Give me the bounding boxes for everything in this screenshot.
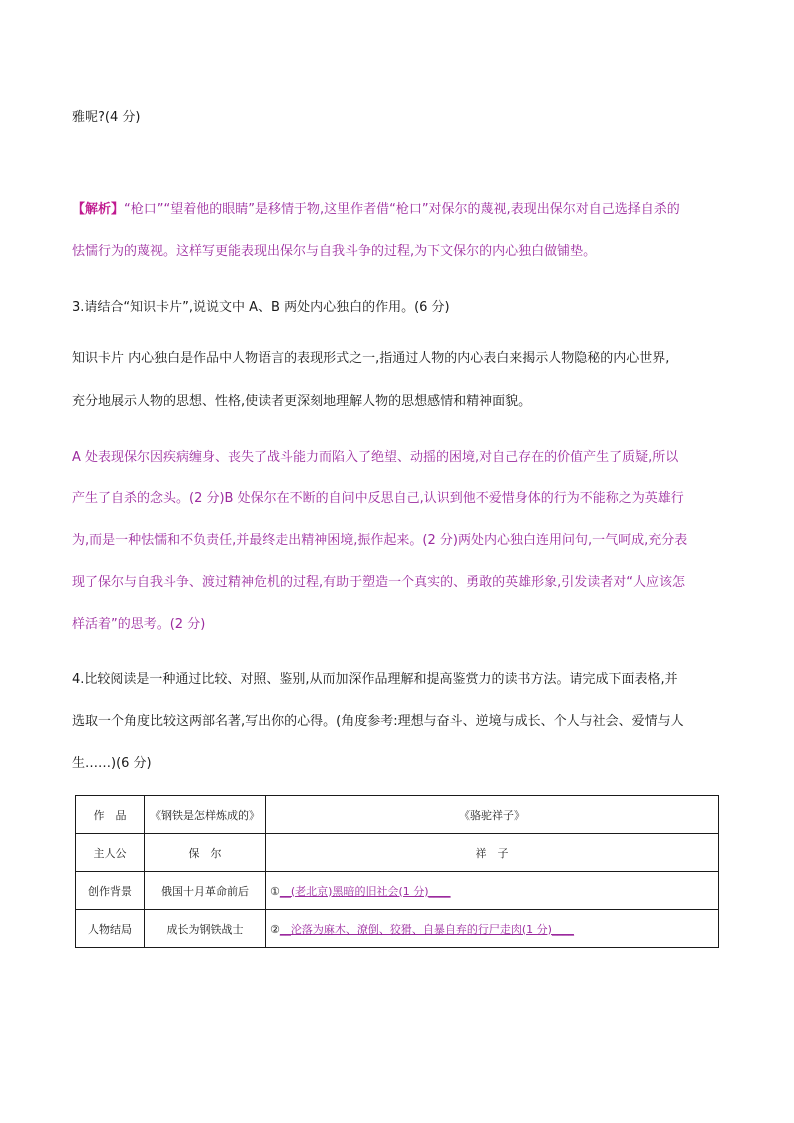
table-cell-answer	[266, 872, 719, 910]
analysis-text: “枪口”“望着他的眼睛”是移情于物,这里作者借“枪口”对保尔的蔑视,表现出保尔对自己选择自杀的	[124, 202, 680, 217]
table-cell: 保 尔	[145, 834, 266, 872]
answer-number: ①	[270, 884, 280, 898]
table-cell-answer	[266, 910, 719, 948]
question-3: 3.请结合“知识卡片”,说说文中 A、B 两处内心独白的作用。(6 分)	[72, 300, 450, 315]
question-4: 生……)(6 分)	[72, 756, 152, 771]
knowledge-card-line: 知识卡片 内心独白是作品中人物语言的表现形式之一,指通过人物的内心表白来揭示人物隐秘的内心世界,	[72, 351, 670, 366]
answer-text: __沦落为麻木、潦倒、狡猾、自暴自弃的行尸走肉(1 分)____	[279, 922, 574, 936]
table-cell: 《骆驼祥子》	[266, 796, 719, 834]
table-cell: 祥 子	[266, 834, 719, 872]
answer-line: 样活着”的思考。(2 分)	[72, 617, 206, 632]
table-cell: 《钢铁是怎样炼成的》	[145, 796, 266, 834]
table-row	[76, 872, 719, 910]
answer-line: A 处表现保尔因疾病缠身、丧失了战斗能力而陷入了绝望、动摇的困境,对自己存在的价值产生了质疑,所以	[72, 450, 679, 465]
answer-text: __(老北京)黑暗的旧社会(1 分)____	[279, 884, 451, 898]
answer-line: 为,而是一种怯懦和不负责任,并最终走出精神困境,振作起来。(2 分)两处内心独白连用问句,一气呵成,充分表	[72, 533, 688, 548]
table-cell: 俄国十月革命前后	[145, 872, 266, 910]
table-cell-label: 创作背景	[76, 872, 145, 910]
question-4: 4.比较阅读是一种通过比较、对照、鉴别,从而加深作品理解和提高鉴赏力的读书方法。请完成下面表格,并	[72, 672, 678, 687]
answer-number: ②	[270, 922, 280, 936]
question-4: 选取一个角度比较这两部名著,写出你的心得。(角度参考:理想与奋斗、逆境与成长、个人与社会、爱情与人	[72, 714, 684, 729]
table-cell-label: 主人公	[76, 834, 145, 872]
answer-line: 现了保尔与自我斗争、渡过精神危机的过程,有助于塑造一个真实的、勇敢的英雄形象,引发读者对“人应该怎	[72, 575, 686, 590]
table-row	[76, 834, 719, 872]
table-cell-label: 人物结局	[76, 910, 145, 948]
table-row	[76, 910, 719, 948]
text-line: 雅呢?(4 分)	[72, 110, 141, 125]
analysis-line	[72, 200, 680, 220]
answer-line: 产生了自杀的念头。(2 分)B 处保尔在不断的自问中反思自己,认识到他不爱惜身体的行为不能称之为英雄行	[72, 491, 684, 506]
table-cell-label: 作 品	[76, 796, 145, 834]
knowledge-card-line: 充分地展示人物的思想、性格,使读者更深刻地理解人物的思想感情和精神面貌。	[72, 394, 532, 409]
comparison-table	[75, 795, 719, 948]
analysis-line: 怯懦行为的蔑视。这样写更能表现出保尔与自我斗争的过程,为下文保尔的内心独白做铺垫。	[72, 244, 597, 259]
analysis-tag: 【解析】	[72, 202, 125, 217]
table-row	[76, 796, 719, 834]
table-cell: 成长为钢铁战士	[145, 910, 266, 948]
